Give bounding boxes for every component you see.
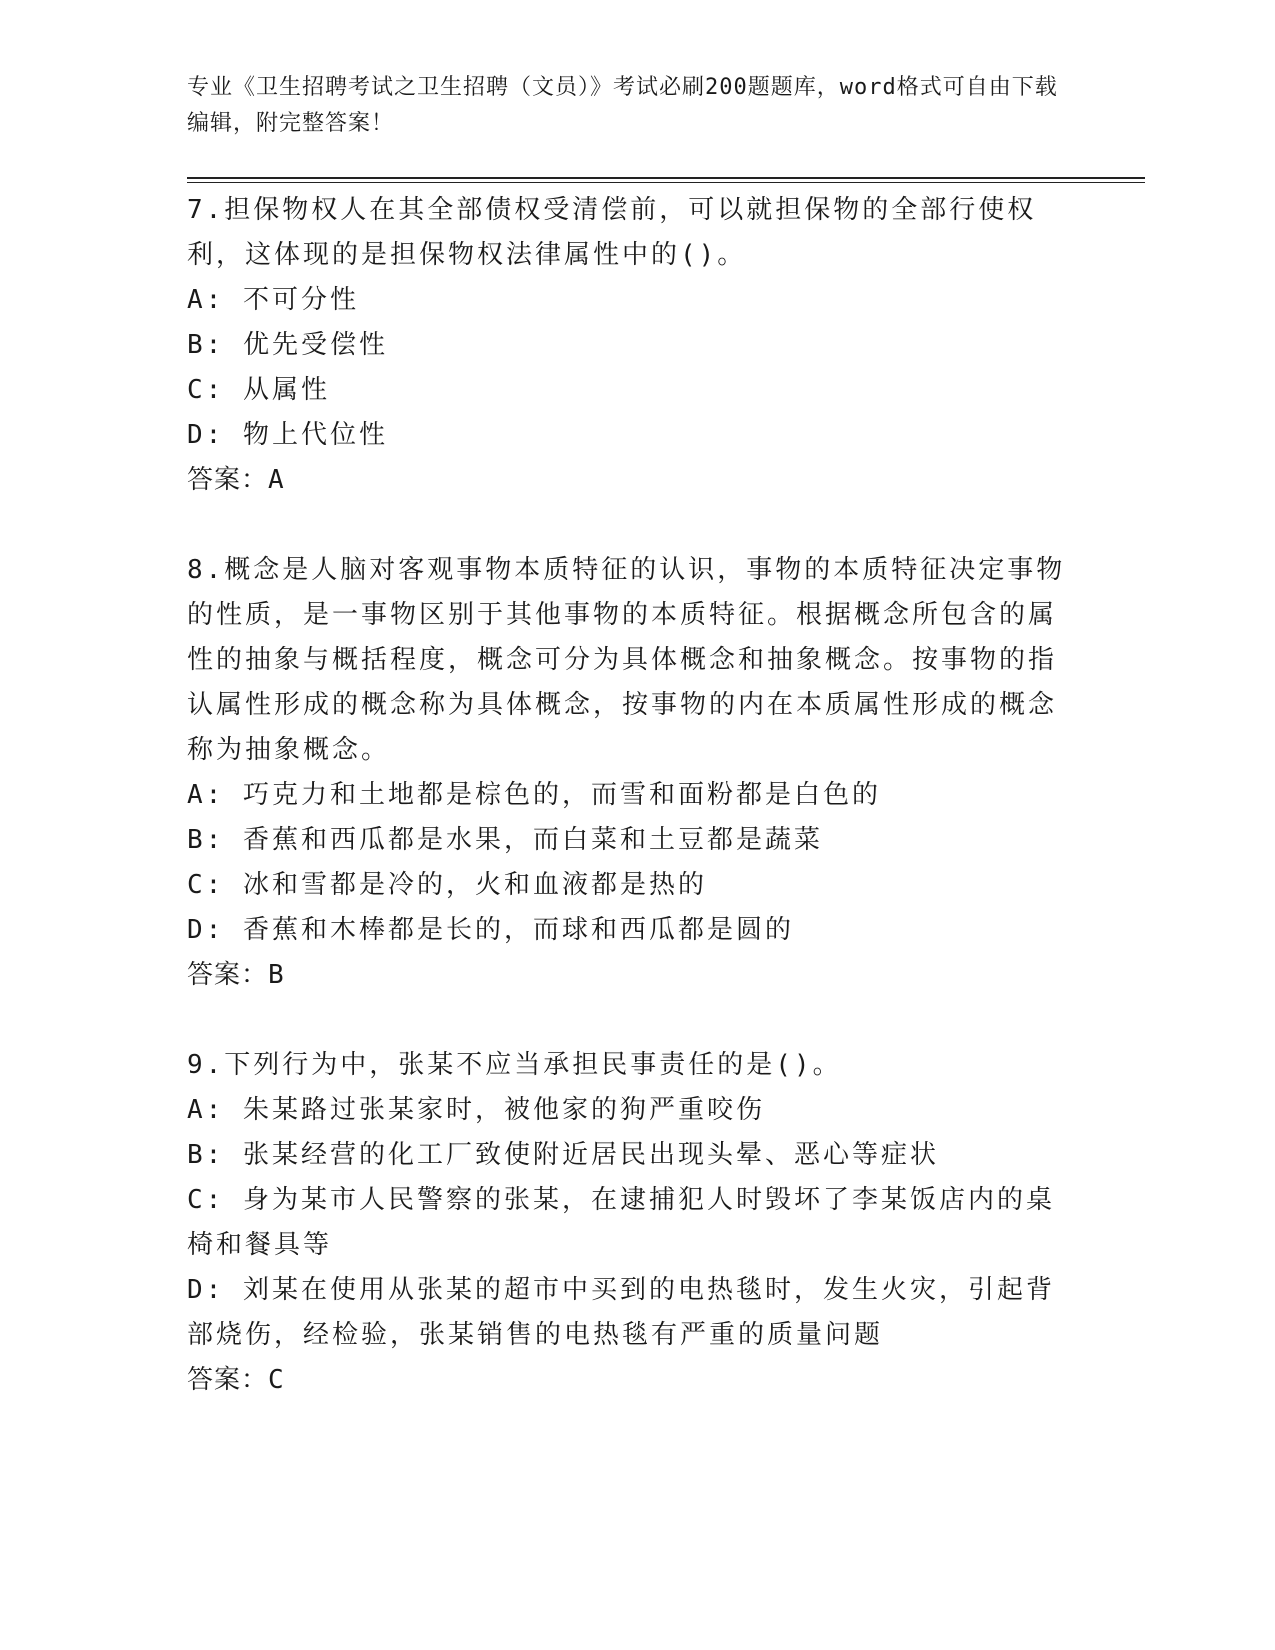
header-divider-thick: [187, 177, 1145, 179]
option-a: A: 朱某路过张某家时，被他家的狗严重咬伤: [187, 1095, 765, 1125]
question-9: [187, 1043, 1067, 1403]
question-7: [187, 188, 1067, 503]
option-b: B: 优先受偿性: [187, 330, 388, 360]
question-list: [187, 188, 1067, 1403]
answer-value: B: [268, 960, 285, 990]
question-stem: 7.担保物权人在其全部债权受清偿前，可以就担保物的全部行使权利，这体现的是担保物权法律属性中的()。: [187, 195, 1037, 270]
option-a: A: 不可分性: [187, 285, 359, 315]
answer-line: [187, 458, 1067, 503]
option-d: D: 刘某在使用从张某的超市中买到的电热毯时，发生火灾，引起背部烧伤，经检验，张某销售的电热毯有严重的质量问题: [187, 1275, 1055, 1350]
question-stem: 9.下列行为中，张某不应当承担民事责任的是()。: [187, 1050, 842, 1080]
answer-line: [187, 1358, 1067, 1403]
answer-label: 答案：: [187, 465, 269, 495]
answer-label: 答案：: [187, 1365, 269, 1395]
option-b: B: 张某经营的化工厂致使附近居民出现头晕、恶心等症状: [187, 1140, 939, 1170]
answer-label: 答案：: [187, 960, 269, 990]
answer-value: A: [268, 465, 285, 495]
option-d: D: 香蕉和木棒都是长的，而球和西瓜都是圆的: [187, 915, 794, 945]
answer-line: [187, 953, 1067, 998]
option-b: B: 香蕉和西瓜都是水果，而白菜和土豆都是蔬菜: [187, 825, 823, 855]
document-header: 专业《卫生招聘考试之卫生招聘（文员）》考试必刷200题题库，word格式可自由下载编辑，附完整答案！: [187, 75, 1058, 136]
option-d: D: 物上代位性: [187, 420, 388, 450]
option-a: A: 巧克力和土地都是棕色的，而雪和面粉都是白色的: [187, 780, 881, 810]
answer-value: C: [268, 1365, 285, 1395]
question-stem: 8.概念是人脑对客观事物本质特征的认识，事物的本质特征决定事物的性质，是一事物区别于其他事物的本质特征。根据概念所包含的属性的抽象与概括程度，概念可分为具体概念和抽象概念。按事物的指认属性形成的概念称为具体概念，按事物的内在本质属性形成的概念称为抽象概念。: [187, 555, 1066, 765]
option-c: C: 从属性: [187, 375, 330, 405]
question-8: [187, 548, 1067, 998]
option-c: C: 身为某市人民警察的张某，在逮捕犯人时毁坏了李某饭店内的桌椅和餐具等: [187, 1185, 1055, 1260]
header-divider-thin: [187, 182, 1145, 183]
option-c: C: 冰和雪都是冷的，火和血液都是热的: [187, 870, 707, 900]
